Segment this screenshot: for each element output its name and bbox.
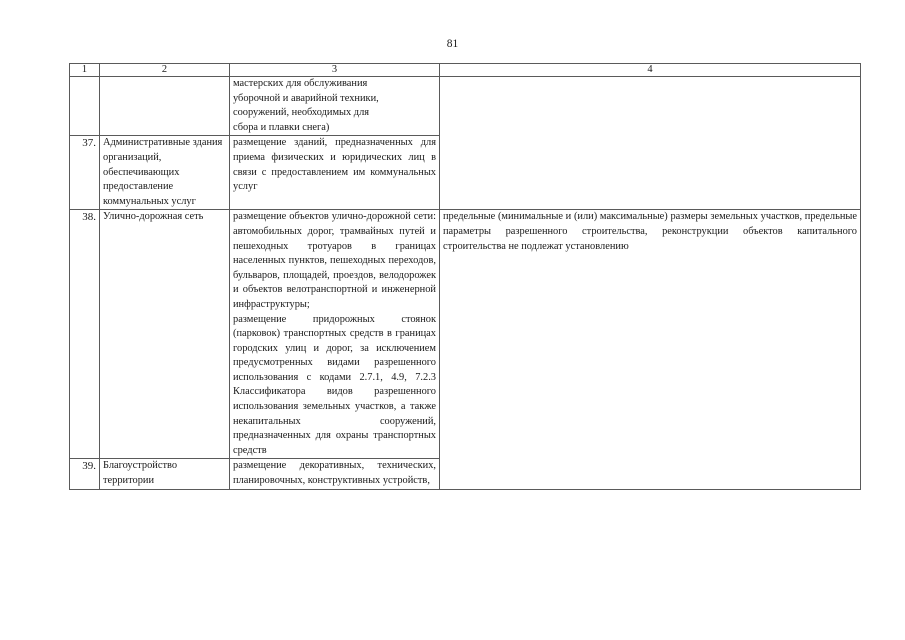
use-type-description: размещение зданий, предназначенных для приема физических и юридических лиц в связи с предоставлением им коммунальных услуг bbox=[230, 136, 440, 210]
land-use-table bbox=[69, 63, 861, 490]
continuation-line: уборочной и аварийной техники, bbox=[233, 92, 379, 104]
use-type-description bbox=[230, 210, 440, 459]
continuation-number-cell bbox=[70, 77, 100, 136]
continuation-regulations-cell bbox=[440, 77, 861, 210]
table-row-38 bbox=[70, 210, 861, 459]
use-type-name: Улично-дорожная сеть bbox=[100, 210, 230, 459]
use-type-name: Благоустройство территории bbox=[100, 459, 230, 489]
row-number: 38. bbox=[70, 210, 100, 459]
row-number: 37. bbox=[70, 136, 100, 210]
continuation-line: мастерских для обслуживания bbox=[233, 78, 368, 89]
header-col-1: 1 bbox=[70, 64, 100, 77]
continuation-line: сооружений, необходимых для bbox=[233, 107, 370, 119]
row-number: 39. bbox=[70, 459, 100, 489]
regulations-cell: предельные (минимальные и (или) максимальные) размеры земельных участков, предельные параметры разрешенного строительства, реконструкции объектов капитального строительства не подлежат установлению bbox=[440, 210, 861, 489]
description-paragraph: размещение придорожных стоянок (парковок) транспортных средств в границах городских улиц и дорог, за исключением предусмотренных видами разрешенного использования с кодами 2.7.1, 4.9, 7.2.3 Классификатора видов разрешенного использования земельных участков, а также некапитальных сооружений, предназначенных для охраны транспортных средств bbox=[233, 313, 436, 456]
continuation-name-cell bbox=[100, 77, 230, 136]
description-paragraph: размещение объектов улично-дорожной сети: автомобильных дорог, трамвайных путей и пешеходных тротуаров в границах населенных пунктов, пешеходных переходов, бульваров, площадей, проездов, велодорожек и объектов велотранспортной и инженерной инфраструктуры; bbox=[233, 211, 436, 310]
header-col-2: 2 bbox=[100, 64, 230, 77]
use-type-description: размещение декоративных, технических, планировочных, конструктивных устройств, bbox=[230, 459, 440, 489]
header-col-4: 4 bbox=[440, 64, 861, 77]
continuation-description-cell bbox=[230, 77, 440, 136]
use-type-name: Административные здания организаций, обеспечивающих предоставление коммунальных услуг bbox=[100, 136, 230, 210]
continuation-line: сбора и плавки снега) bbox=[233, 121, 330, 133]
table-row-continuation bbox=[70, 77, 861, 136]
page-number: 81 bbox=[446, 38, 459, 50]
table-header-row bbox=[70, 64, 861, 77]
header-col-3: 3 bbox=[230, 64, 440, 77]
